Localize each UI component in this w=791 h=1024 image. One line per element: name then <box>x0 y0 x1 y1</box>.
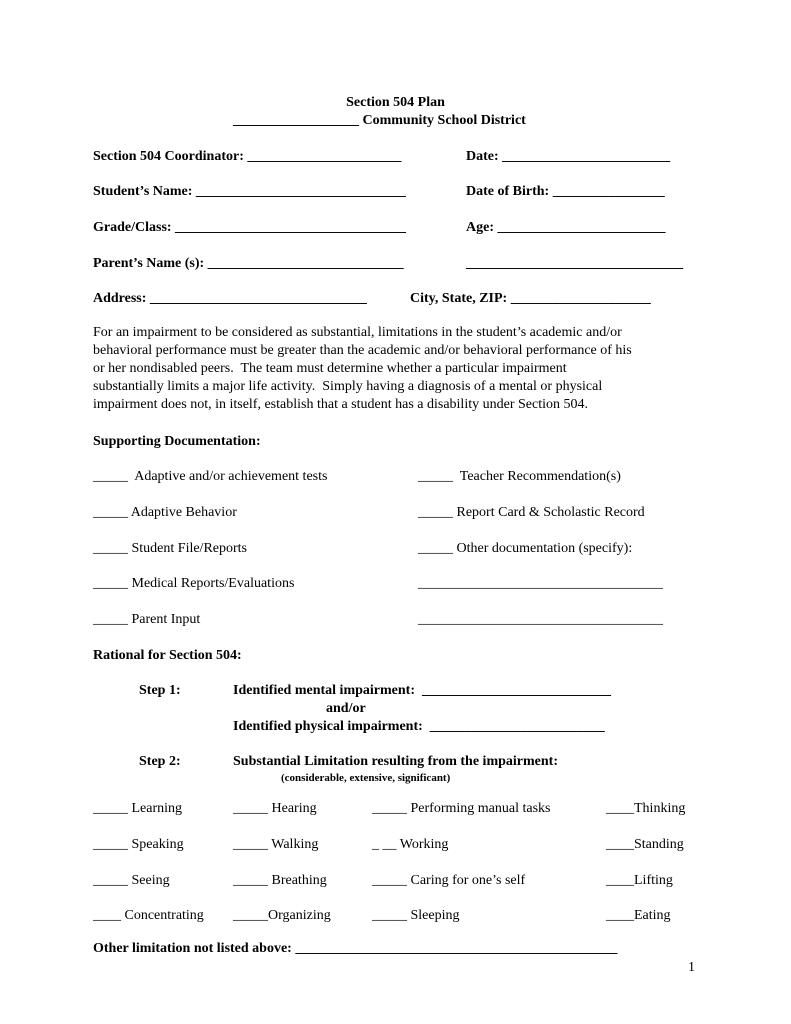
limitation-item: ____Standing <box>606 837 684 852</box>
step2-label: Step 2: <box>139 754 181 769</box>
limitation-item: _____ Sleeping <box>372 908 460 923</box>
parent-field-line2: _______________________________ <box>466 256 683 271</box>
doc-item: ___________________________________ <box>418 612 663 627</box>
doc-item: ___________________________________ <box>418 576 663 591</box>
limitation-item: ____Eating <box>606 908 671 923</box>
doc-item: _____ Medical Reports/Evaluations <box>93 576 295 591</box>
limitation-item: _____ Hearing <box>233 801 317 816</box>
coordinator-field: Section 504 Coordinator: ______________________ <box>93 149 402 164</box>
student-name-field: Student’s Name: ______________________________ <box>93 184 406 199</box>
date-field: Date: ________________________ <box>466 149 671 164</box>
dob-field: Date of Birth: ________________ <box>466 184 665 199</box>
intro-line: behavioral performance must be greater than the academic and/or behavioral performance of his <box>93 343 632 358</box>
district-line: __________________ Community School District <box>233 113 526 128</box>
limitation-item: _____ Speaking <box>93 837 184 852</box>
limitation-item: ____ Concentrating <box>93 908 204 923</box>
doc-item: _____ Adaptive Behavior <box>93 505 237 520</box>
parent-field: Parent’s Name (s): ____________________________ <box>93 256 404 271</box>
step2-subtext: (considerable, extensive, significant) <box>281 772 451 784</box>
limitation-item: _____ Breathing <box>233 873 327 888</box>
limitation-item: _____ Learning <box>93 801 183 816</box>
doc-item: _____ Teacher Recommendation(s) <box>418 469 621 484</box>
limitation-item: _____Organizing <box>233 908 331 923</box>
documentation-heading: Supporting Documentation: <box>93 434 261 449</box>
limitation-item: _____ Caring for one’s self <box>372 873 526 888</box>
limitation-item: _____ Walking <box>233 837 319 852</box>
step2-text: Substantial Limitation resulting from the impairment: <box>233 754 558 769</box>
doc-item: _____ Adaptive and/or achievement tests <box>93 469 328 484</box>
rational-heading: Rational for Section 504: <box>93 648 242 663</box>
address-field: Address: _______________________________ <box>93 291 367 306</box>
other-limitation: Other limitation not listed above: ______________________________________________ <box>93 941 618 956</box>
limitation-item: _____ Seeing <box>93 873 170 888</box>
intro-line: substantially limits a major life activity. Simply having a diagnosis of a mental or physical <box>93 379 603 394</box>
intro-line: or her nondisabled peers. The team must determine whether a particular impairment <box>93 361 567 376</box>
age-field: Age: ________________________ <box>466 220 666 235</box>
intro-line: impairment does not, in itself, establish that a student has a disability under Section 504. <box>93 397 588 412</box>
step1-label: Step 1: <box>139 683 181 698</box>
step1-mental: Identified mental impairment: ___________________________ <box>233 683 611 698</box>
doc-item: _____ Student File/Reports <box>93 541 247 556</box>
limitation-item: _____ Performing manual tasks <box>372 801 551 816</box>
intro-line: For an impairment to be considered as substantial, limitations in the student’s academic and/or <box>93 325 622 340</box>
limitation-item: ____Thinking <box>606 801 686 816</box>
doc-item: _____ Parent Input <box>93 612 201 627</box>
and-or-label: and/or <box>326 701 366 716</box>
doc-item: _____ Other documentation (specify): <box>418 541 633 556</box>
step1-physical: Identified physical impairment: _________________________ <box>233 719 605 734</box>
city-state-zip-field: City, State, ZIP: ____________________ <box>410 291 651 306</box>
page-title: Section 504 Plan <box>346 95 445 110</box>
intro-paragraph <box>93 324 713 414</box>
limitation-item: ____Lifting <box>606 873 673 888</box>
limitation-item: _ __ Working <box>372 837 449 852</box>
page-number: 1 <box>688 960 695 975</box>
doc-item: _____ Report Card & Scholastic Record <box>418 505 645 520</box>
grade-field: Grade/Class: _________________________________ <box>93 220 407 235</box>
